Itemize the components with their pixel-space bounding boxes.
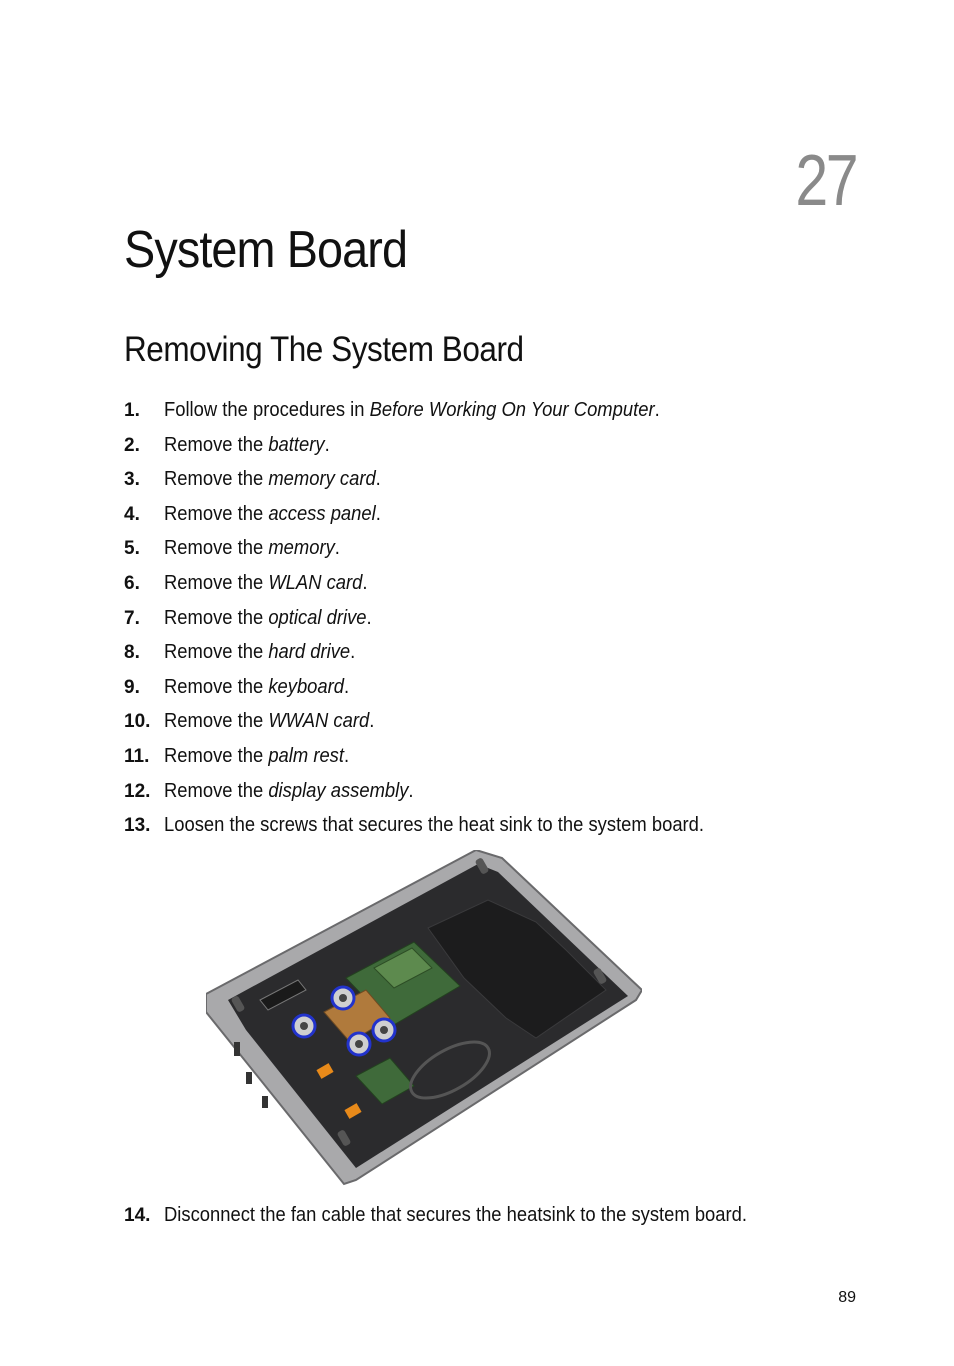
step-text: Remove the memory. [164,537,340,560]
step-link[interactable]: Before Working On Your Computer [369,399,655,421]
step-item [124,706,864,741]
step-text: Disconnect the fan cable that secures the heatsink to the system board. [164,1204,748,1226]
step-text: Remove the optical drive. [164,606,372,629]
step-link[interactable]: memory [268,537,335,560]
step-link[interactable]: optical drive [268,606,367,629]
port [246,1072,252,1084]
step-text: Remove the hard drive. [164,641,356,664]
step-item [124,568,864,603]
page-number: 89 [838,1289,856,1306]
step-link[interactable]: access panel [268,502,376,525]
step-number: 13. [124,815,151,837]
step-number: 4. [124,503,140,525]
step-item [124,395,864,430]
step-text: Remove the WWAN card. [164,710,375,733]
step-text: Remove the keyboard. [164,675,350,698]
step-item [124,533,864,568]
step-link[interactable]: memory card [268,468,376,491]
step-number: 9. [124,676,140,698]
step-link[interactable]: keyboard [268,675,345,698]
laptop-base-photo-icon [206,850,642,1186]
step-number: 14. [124,1205,151,1226]
screw-highlight-icon [332,987,354,1009]
screw-highlight-icon [293,1015,315,1037]
step-text: Remove the battery. [164,433,330,456]
step-number: 8. [124,642,140,664]
step-link[interactable]: hard drive [268,641,351,664]
step-item [124,672,864,707]
step-link[interactable]: battery [268,433,325,456]
step-text: Remove the WLAN card. [164,571,368,594]
step-text: Remove the memory card. [164,468,381,491]
step-number: 3. [124,469,140,491]
step-number: 2. [124,434,140,456]
step-item [124,776,864,811]
port [234,1042,240,1056]
step-text: Remove the access panel. [164,502,381,525]
step-text: Follow the procedures in Before Working On Your Computer. [164,399,660,421]
section-title: Removing The System Board [124,330,524,369]
step-number: 12. [124,780,151,802]
chapter-number: 27 [795,141,856,221]
step-number: 7. [124,607,140,629]
step-item [124,430,864,465]
step-item [124,603,864,638]
step-text: Loosen the screws that secures the heat sink to the system board. [164,814,705,837]
step-number: 5. [124,538,140,560]
step-link[interactable]: WLAN card [268,571,363,594]
step-text: Remove the display assembly. [164,779,414,802]
step-number: 11. [124,745,150,767]
step-item [124,637,864,672]
procedure-steps [124,395,864,845]
step-item [124,741,864,776]
port [262,1096,268,1108]
step-number: 1. [124,400,140,421]
step-item [124,464,864,499]
step-item [124,499,864,534]
laptop-base-illustration [206,850,642,1186]
step-link[interactable]: palm rest [268,744,344,767]
screw-highlight-icon [373,1019,395,1041]
step-item [124,810,864,845]
step-text: Remove the palm rest. [164,744,350,767]
step-number: 6. [124,572,140,594]
step-link[interactable]: display assembly [268,779,409,802]
chapter-title: System Board [124,221,408,279]
screw-highlight-icon [348,1033,370,1055]
step-number: 10. [124,711,151,733]
step-item [124,1200,864,1231]
step-link[interactable]: WWAN card [268,710,370,733]
